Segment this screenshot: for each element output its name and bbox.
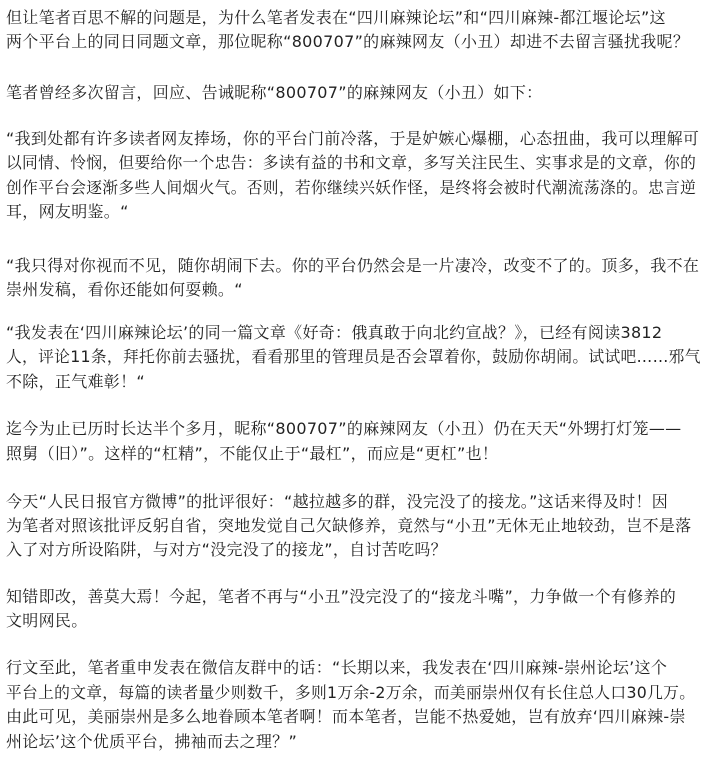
text-line: 行文至此，笔者重申发表在微信友群中的话：“长期以来，我发表在‘四川麻辣-崇州论坛’这个: [6, 658, 668, 677]
text-line: 人，评论11条，拜托你前去骚扰，看看那里的管理员是否会罩着你，鼓励你胡闹。试试吧……邪气: [6, 347, 701, 366]
text-line: 文明网民。: [6, 611, 88, 630]
text-line: 但让笔者百思不解的问题是，为什么笔者发表在“四川麻辣论坛”和“四川麻辣-都江堰论坛”这: [6, 8, 666, 27]
text-line: 不除，正气难彰！“: [6, 372, 145, 391]
text-line: 两个平台上的同日同题文章，那位昵称“800707”的麻辣网友（小丑）却进不去留言骚扰我呢？: [6, 32, 690, 51]
text-line: “我到处都有许多读者网友捧场，你的平台门前冷落，于是妒嫉心爆棚，心态扭曲，我可以理解可: [6, 129, 700, 148]
text-line: 崇州发稿，看你还能如何耍赖。“: [6, 280, 243, 299]
text-line: 照舅（旧）”。这样的“杠精”，不能仅止于“最杠”，而应是“更杠”也！: [6, 444, 499, 463]
text-line: 以同情、怜悯，但要给你一个忠告：多读有益的书和文章，多写关注民生、实事求是的文章，你的: [6, 153, 697, 172]
text-line: 迄今为止已历时长达半个多月，昵称“800707”的麻辣网友（小丑）仍在天天“外甥打灯笼——: [6, 419, 682, 438]
text-line: 平台上的文章，每篇的读者量少则数千，多则1万余-2万余，而美丽崇州仅有长住总人口30几万。: [6, 683, 696, 702]
text-line: “我只得对你视而不见，随你胡闹下去。你的平台仍然会是一片凄冷，改变不了的。顶多，我不在: [6, 256, 700, 275]
text-line: 为笔者对照该批评反躬自省，突地发觉自己欠缺修养，竟然与“小丑”无休无止地较劲，岂不是落: [6, 516, 692, 535]
text-line: 耳，网友明鉴。“: [6, 202, 129, 221]
text-line: 入了对方所设陷阱，与对方“没完没了的接龙”，自讨苦吃吗？: [6, 540, 447, 559]
text-line: “我发表在‘四川麻辣论坛’的同一篇文章《好奇：俄真敢于向北约宣战？》，已经有阅读3812: [6, 323, 663, 342]
text-line: 由此可见，美丽崇州是多么地眷顾本笔者啊！而本笔者，岂能不热爱她，岂有放弃‘四川麻辣-崇: [6, 707, 686, 726]
text-line: 知错即改，善莫大焉！今起，笔者不再与“小丑”没完没了的“接龙斗嘴”，力争做一个有修养的: [6, 587, 677, 606]
text-line: 州论坛’这个优质平台，拂袖而去之理？”: [6, 732, 298, 751]
text-line: 今天“人民日报官方微博”的批评很好：“越拉越多的群，没完没了的接龙。”这话来得及时！因: [6, 492, 669, 511]
text-line: 创作平台会逐渐多些人间烟火气。否则，若你继续兴妖作怪，是终将会被时代潮流荡涤的。忠言逆: [6, 178, 697, 197]
text-line: 笔者曾经多次留言，回应、告诫昵称“800707”的麻辣网友（小丑）如下：: [6, 83, 543, 102]
